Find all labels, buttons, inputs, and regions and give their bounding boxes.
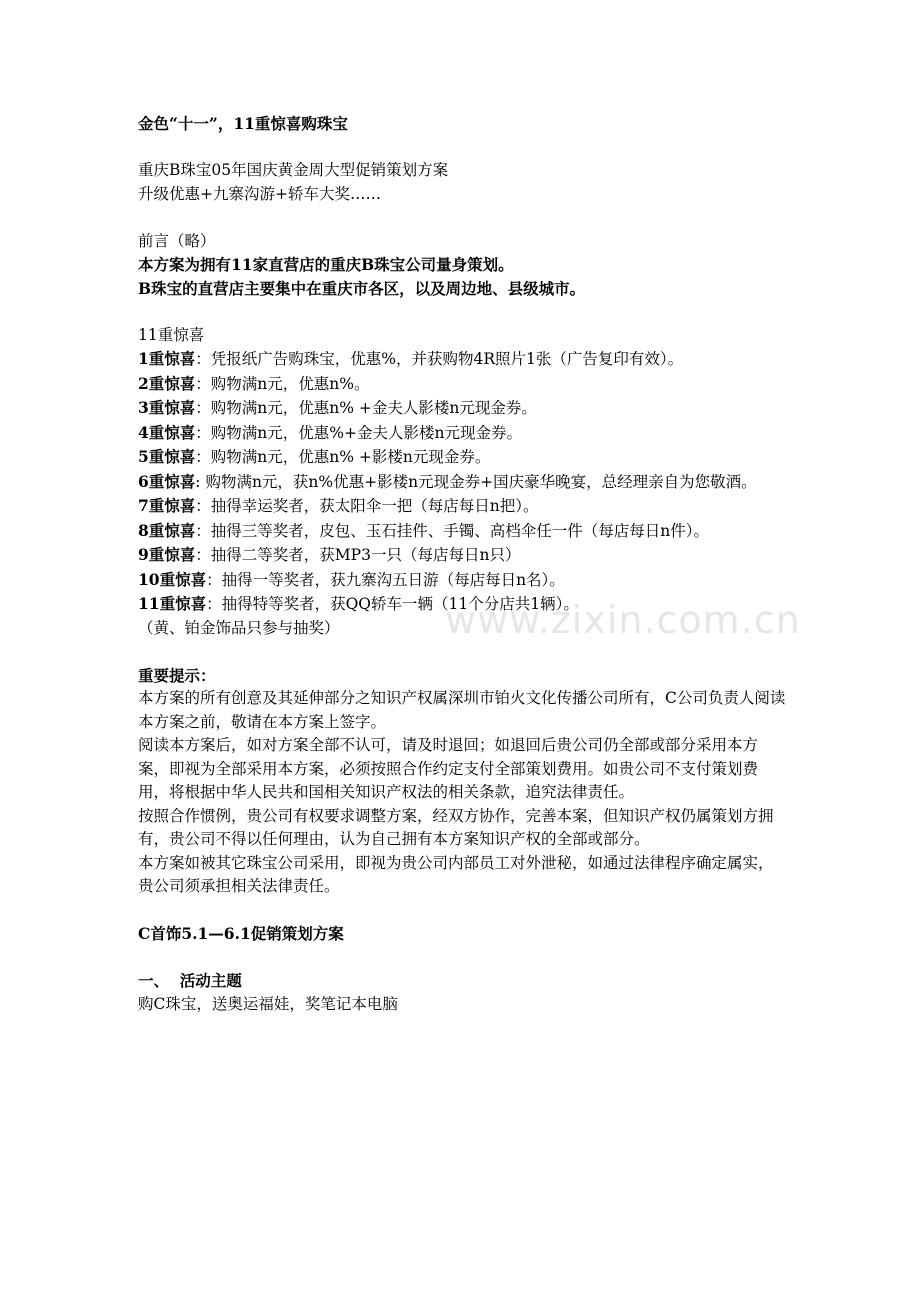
list-item-text: ：抽得三等奖者，皮包、玉石挂件、手镯、高档伞任一件（每店每日n件）。 <box>195 521 710 540</box>
section-item-text: 购C珠宝，送奥运福娃，奖笔记本电脑 <box>138 994 398 1013</box>
list-item <box>138 592 788 617</box>
intro-line-2: B珠宝的直营店主要集中在重庆市各区，以及周边地、县级城市。 <box>138 278 586 298</box>
list-item <box>138 421 788 446</box>
list-item-label: 4重惊喜 <box>138 422 196 442</box>
list-item-label: 10重惊喜 <box>138 569 207 589</box>
list-item <box>138 347 788 372</box>
notice-paragraph: 本方案如被其它珠宝公司采用，即视为贵公司内部员工对外泄秘，如通过法律程序确定属实，贵公司须承担相关法律责任。 <box>138 853 774 895</box>
list-item <box>138 494 788 519</box>
notice-paragraph: 按照合作惯例，贵公司有权要求调整方案，经双方协作，完善本案，但知识产权仍属策划方拥有，贵公司不得以任何理由，认为自己拥有本方案知识产权的全部或部分。 <box>138 806 774 848</box>
list-item-label: 2重惊喜 <box>138 373 196 393</box>
notice-paragraph: 阅读本方案后，如对方案全部不认可，请及时退回；如退回后贵公司仍全部或部分采用本方案，即视为全部采用本方案，必须按照合作约定支付全部策划费用。如贵公司不支付策划费用，将根据中华人民共和国相关知识产权法的相关条款，追究法律责任。 <box>138 736 759 801</box>
list-item <box>138 445 788 470</box>
document-title: 金色“十一”，11重惊喜购珠宝 <box>138 114 348 133</box>
list-item-label: 1重惊喜 <box>138 349 196 368</box>
surprises-heading: 11重惊喜 <box>138 325 205 344</box>
list-item-text: ：购物满n元，优惠n% +金夫人影楼n元现金券。 <box>195 399 537 417</box>
subtitle-line-1: 重庆B珠宝05年国庆黄金周大型促销策划方案 <box>138 161 449 179</box>
list-item-label: 8重惊喜 <box>138 520 196 540</box>
list-item-label: 5重惊喜 <box>138 447 196 466</box>
list-item <box>138 470 788 495</box>
section-title: C首饰5.1—6.1促销策划方案 <box>138 924 344 943</box>
list-item <box>138 396 788 421</box>
list-item-text: ：购物满n元，优惠n%。 <box>195 374 370 393</box>
notice-heading: 重要提示： <box>138 665 216 685</box>
subtitle-line-2: 升级优惠+九寨沟游+轿车大奖…… <box>138 184 381 203</box>
list-item-text: ：购物满n元，优惠n% +影楼n元现金券。 <box>195 448 491 466</box>
list-item-text: ：抽得二等奖者，获MP3一只（每店每日n只） <box>195 546 521 564</box>
list-item-text: ：购物满n元，优惠%+金夫人影楼n元现金券。 <box>195 423 522 442</box>
intro-line-1: 本方案为拥有11家直营店的重庆B珠宝公司量身策划。 <box>138 255 514 274</box>
list-item-label: 3重惊喜 <box>138 398 196 417</box>
surprises-note: （黄、铂金饰品只参与抽奖） <box>138 618 340 637</box>
document-body <box>138 112 788 1016</box>
list-item-label: 6重惊喜 <box>138 471 196 491</box>
list-item-text: : 购物满n元，获n%优惠+影楼n元现金券+国庆豪华晚宴，总经理亲自为您敬酒。 <box>195 472 757 491</box>
list-item <box>138 543 788 568</box>
list-item-label: 11重惊喜 <box>138 594 207 613</box>
list-item <box>138 568 788 593</box>
list-item-label: 9重惊喜 <box>138 545 196 564</box>
section-item-heading: 一、 活动主题 <box>138 971 242 990</box>
list-item-text: ：凭报纸广告购珠宝，优惠%，并获购物4R照片1张（广告复印有效）。 <box>195 350 684 368</box>
watermark: www.zixin.com.cn <box>445 598 801 642</box>
list-item-text: ：抽得特等奖者，获QQ轿车一辆（11个分店共1辆）。 <box>206 595 579 613</box>
preface: 前言（略） <box>138 231 216 250</box>
list-item-text: ：抽得一等奖者，获九寨沟五日游（每店每日n名）。 <box>206 570 565 589</box>
list-item <box>138 519 788 544</box>
list-item-text: ：抽得幸运奖者，获太阳伞一把（每店每日n把）。 <box>195 497 539 515</box>
notice-paragraph: 本方案的所有创意及其延伸部分之知识产权属深圳市铂火文化传播公司所有，C公司负责人阅读本方案之前，敬请在本方案上签字。 <box>138 689 786 731</box>
list-item <box>138 372 788 397</box>
list-item-label: 7重惊喜 <box>138 496 196 515</box>
